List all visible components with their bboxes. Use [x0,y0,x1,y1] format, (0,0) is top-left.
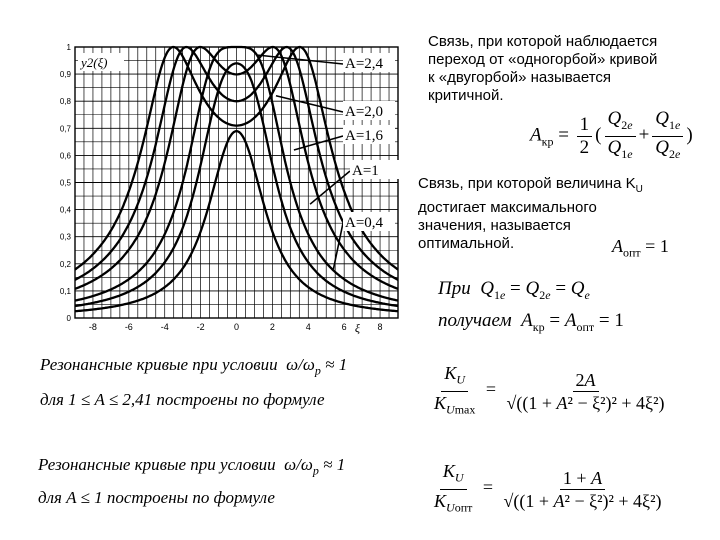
formula-a-critical: $A_{кр}$ = $\frac{1}{2}$ ( $\frac{Q_{2e}}{Q_{1e}}$ + $\frac{Q_{1e}}{Q_{2e}}$ ) [530,108,693,161]
legend-label: A=0,4 [345,215,384,231]
critical-line-1: Связь, при которой наблюдается [428,33,658,50]
y-tick-label: 0,5 [59,178,71,188]
critical-coupling-text: Связь, при которой наблюдается переход от «одногорбой» кривой к «двугорбой» называется критичной. [428,33,720,105]
formula-result: получаем $A_{кр} = A_{опт} = 1$ [438,310,624,334]
formula-ku-1: $\frac{K_U}{K_{Umax}}$ = $\frac{2A}{\text{√((1 + A² − ξ²)² + 4ξ²)}}$ [434,363,665,417]
x-tick-label: -4 [160,322,169,332]
x-tick-label: 8 [377,322,383,332]
x-tick-label: 6 [341,322,347,332]
y-tick-label: 0 [66,314,71,323]
y-tick-label: 0,4 [59,205,71,215]
x-tick-label: 4 [305,322,311,332]
y-tick-label: 0,7 [59,124,71,134]
critical-line-2: переход от «одногорбой» кривой [428,51,658,68]
optimal-line-1-sub: U [635,184,643,195]
optimal-word: оптимальной [418,235,510,252]
legend-label: A=1 [352,163,379,179]
caption-2-line-2: для A ≤ 1 построены по формуле [38,488,275,507]
optimal-line-2: достигает максимального [418,199,597,216]
x-tick-label: -8 [88,322,97,332]
caption-1-line-1: Резонансные кривые при условии $\omega/\omega_р \approx 1$ [40,355,348,378]
formula-a-optimal: $A_{опт} = 1$ [612,236,669,260]
legend-label: A=1,6 [345,128,384,144]
optimal-coupling-text: Связь, при которой величина $K_U$ достигает максимального значения, называется оптимальной. [418,175,718,253]
legend-label: A=2,4 [345,56,384,72]
y-tick-label: 0,8 [59,97,71,107]
legend-leader-line [258,55,343,64]
x-tick-label: 2 [269,322,275,332]
x-tick-label: 0 [233,322,240,332]
x-tick-label: -2 [196,322,205,332]
y-tick-label: 0,6 [59,151,71,161]
y-axis-label: y2(ξ) [81,55,108,70]
legend-label: A=2,0 [345,104,384,120]
y-tick-label: 0,1 [59,286,71,296]
critical-word: критичной [428,87,500,104]
caption-2-line-1: Резонансные кривые при условии $\omega/\omega_р \approx 1$ [38,455,346,478]
formula-when-equal: При $Q_{1e} = Q_{2e} = Q_e$ [438,278,590,302]
optimal-line-1: Связь, при которой величина K [418,175,636,192]
caption-1-line-2: для 1 ≤ A ≤ 2,41 построены по формуле [40,390,325,409]
x-axis-label: ξ [354,321,361,335]
y-tick-label: 1 [66,43,71,52]
critical-line-3: к «двугорбой» называется [428,69,612,86]
y-tick-label: 0,3 [59,232,71,242]
x-tick-label: -6 [124,322,133,332]
y-tick-label: 0,2 [59,259,71,269]
optimal-line-3: значения, называется [418,217,571,234]
y-tick-label: 0,9 [59,70,71,80]
formula-ku-2: $\frac{K_U}{K_{Uопт}}$ = $\frac{1 + A}{\text{√((1 + A² − ξ²)² + 4ξ²)}}$ [434,461,662,515]
